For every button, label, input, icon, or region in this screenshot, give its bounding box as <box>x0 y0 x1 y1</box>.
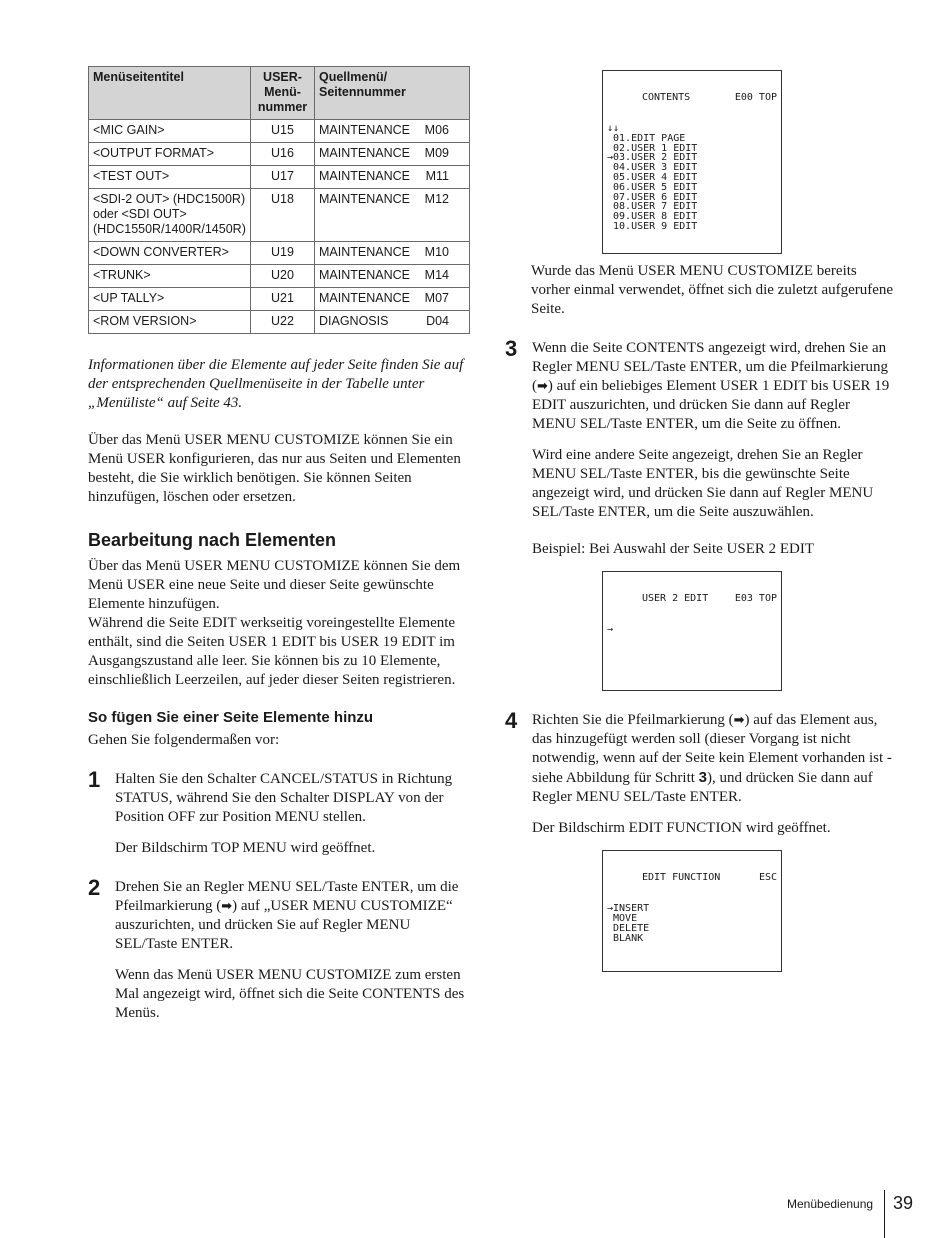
screen-title: CONTENTS <box>642 91 691 103</box>
table-row <box>89 189 470 242</box>
table-row <box>89 166 470 189</box>
contents-screen <box>602 70 782 254</box>
cell-source <box>315 311 470 334</box>
cell-source-menu: DIAGNOSIS <box>319 314 389 328</box>
screen-line: →INSERT <box>607 903 650 915</box>
edit-function-screen <box>602 850 782 972</box>
step-number: 4 <box>505 708 518 734</box>
left-column <box>88 66 473 1023</box>
screen-line: →03.USER 2 EDIT <box>607 152 698 164</box>
screen-line: → <box>607 624 614 636</box>
subsection-heading: So fügen Sie einer Seite Elemente hinzu <box>88 709 374 726</box>
screen-line: 02.USER 1 EDIT <box>607 142 698 154</box>
step-number: 3 <box>505 336 518 362</box>
cell-source-menu: MAINTENANCE <box>319 245 410 259</box>
screen-header <box>607 873 777 883</box>
screen-tag: E03 TOP <box>734 592 777 604</box>
example-text: Beispiel: Bei Auswahl der Seite USER 2 EDIT <box>532 541 815 558</box>
page-number: 39 <box>893 1193 914 1213</box>
cell-title: <ROM VERSION> <box>89 311 251 334</box>
cell-user-num: U17 <box>251 166 315 189</box>
cell-user-num: U20 <box>251 265 315 288</box>
screen-line: 06.USER 5 EDIT <box>607 181 698 193</box>
cell-user-num: U15 <box>251 120 315 143</box>
cell-source <box>315 143 470 166</box>
cell-source-menu: MAINTENANCE <box>319 169 410 183</box>
cell-source-page: M12 <box>424 192 449 206</box>
screen-line: 08.USER 7 EDIT <box>607 201 698 213</box>
step-3 <box>505 336 895 559</box>
step-result: Wird eine andere Seite angezeigt, drehen Sie an Regler MENU SEL/Taste ENTER, bis die gewünschte Seite angezeigt wird, und drücken Sie dann auf Regler MENU SEL/Taste ENTER, um die Seite auszuwählen. <box>532 447 874 521</box>
cell-source-menu: MAINTENANCE <box>319 192 410 206</box>
cell-title: <UP TALLY> <box>89 288 251 311</box>
screen-line: 01.EDIT PAGE <box>607 132 686 144</box>
screen-line: DELETE <box>607 922 650 934</box>
cell-user-num: U19 <box>251 242 315 265</box>
cell-source <box>315 189 470 242</box>
table-header-row <box>89 67 470 120</box>
cell-user-num: U18 <box>251 189 315 242</box>
header-title: Menüseitentitel <box>89 67 251 120</box>
cell-source-page: D04 <box>426 314 449 328</box>
intro-paragraph: Über das Menü USER MENU CUSTOMIZE können Sie ein Menü USER konfigurieren, das nur aus Seiten und Elementen besteht, die Sie wirklich benötigen. Sie können Seiten hinzufügen, löschen oder ersetzen. <box>88 432 461 505</box>
screen-line: ↓↓ <box>607 122 620 134</box>
cell-user-num: U21 <box>251 288 315 311</box>
screen-lines <box>607 124 777 232</box>
screen-tag: E00 TOP <box>734 91 777 103</box>
step-result: Der Bildschirm TOP MENU wird geöffnet. <box>115 840 376 856</box>
step-text: Drehen Sie an Regler MENU SEL/Taste ENTER, um die Pfeilmarkierung (➡) auf „USER MENU CUSTOMIZE“ auszurichten, und drücken Sie auf Regler MENU SEL/Taste ENTER. <box>115 879 459 952</box>
step-number: 1 <box>88 767 101 792</box>
subsection-body: Gehen Sie folgendermaßen vor: <box>88 732 280 748</box>
arrow-icon: ➡ <box>733 713 745 729</box>
cell-title: <DOWN CONVERTER> <box>89 242 251 265</box>
cell-source <box>315 166 470 189</box>
screen-line: 09.USER 8 EDIT <box>607 211 698 223</box>
cell-source-menu: MAINTENANCE <box>319 123 410 137</box>
cell-source-menu: MAINTENANCE <box>319 268 410 282</box>
screen-line: BLANK <box>607 932 644 944</box>
cell-source-menu: MAINTENANCE <box>319 291 410 305</box>
cell-source-page: M07 <box>424 291 449 305</box>
screen-lines <box>607 904 777 943</box>
footer-section: Menübedienung <box>787 1197 874 1211</box>
section-body-2: Während die Seite EDIT werkseitig voreingestellte Elemente enthält, sind die Seiten USER 1 EDIT bis USER 19 EDIT im Ausgangszustand alle leer. Sie können bis zu 10 Elemente, einschließlich Leerzeilen, auf jeder dieser Seiten registrieren. <box>88 615 456 688</box>
cell-source <box>315 265 470 288</box>
table-body <box>89 120 470 334</box>
step-result: Der Bildschirm EDIT FUNCTION wird geöffnet. <box>532 820 831 837</box>
arrow-icon: ➡ <box>537 379 548 395</box>
cell-title: <MIC GAIN> <box>89 120 251 143</box>
menu-table <box>88 66 470 334</box>
cell-user-num: U16 <box>251 143 315 166</box>
section-body-1: Über das Menü USER MENU CUSTOMIZE können Sie dem Menü USER eine neue Seite und dieser Seite gewünschte Elemente hinzufügen. <box>88 558 461 612</box>
step-1 <box>88 767 473 858</box>
screen1-caption: Wurde das Menü USER MENU CUSTOMIZE bereits vorher einmal verwendet, öffnet sich die zuletzt aufgerufene Seite. <box>531 263 894 318</box>
step-number: 2 <box>88 875 101 900</box>
cell-title: <TEST OUT> <box>89 166 251 189</box>
footer-divider <box>884 1190 885 1238</box>
header-user-num: USER- Menü- nummer <box>251 67 315 120</box>
cell-source-page: M06 <box>424 123 449 137</box>
cell-source-menu: MAINTENANCE <box>319 146 410 160</box>
table-row <box>89 288 470 311</box>
cell-source-page: M11 <box>425 169 449 183</box>
screen-header <box>607 594 777 604</box>
header-source: Quellmenü/ Seitennummer <box>315 67 470 120</box>
cell-source-page: M09 <box>424 146 449 160</box>
screen-header <box>607 93 777 103</box>
cell-source-page: M14 <box>424 268 449 282</box>
step-text: Wenn die Seite CONTENTS angezeigt wird, drehen Sie an Regler MENU SEL/Taste ENTER, um die Pfeilmarkierung (➡) auf ein beliebiges Element USER 1 EDIT bis USER 19 EDIT auszurichten, und drücken Sie dann auf Regler MENU SEL/Taste ENTER, um die Seite zu öffnen. <box>532 340 890 433</box>
cell-source <box>315 242 470 265</box>
screen-line: 10.USER 9 EDIT <box>607 220 698 232</box>
screen-title: USER 2 EDIT <box>642 592 709 604</box>
cell-source <box>315 288 470 311</box>
screen-lines <box>607 625 777 635</box>
table-row <box>89 265 470 288</box>
cell-source <box>315 120 470 143</box>
table-row <box>89 120 470 143</box>
cell-user-num: U22 <box>251 311 315 334</box>
step-text: Richten Sie die Pfeilmarkierung (➡) auf das Element aus, das hinzugefügt werden soll (dieser Vorgang ist nicht notwendig, wenn auf der Seite kein Element vorhanden ist - siehe Abbildung für Schritt 3), und drücken Sie dann auf Regler MENU SEL/Taste ENTER. <box>532 712 892 806</box>
user-edit-screen <box>602 571 782 691</box>
screen-line: 07.USER 6 EDIT <box>607 191 698 203</box>
table-row <box>89 242 470 265</box>
section-heading: Bearbeitung nach Elementen <box>88 530 337 550</box>
step-2 <box>88 875 473 1023</box>
table-row <box>89 143 470 166</box>
step-4 <box>505 708 895 838</box>
screen-line: MOVE <box>607 913 638 925</box>
cell-source-page: M10 <box>424 245 449 259</box>
screen-line: 04.USER 3 EDIT <box>607 162 698 174</box>
table-row <box>89 311 470 334</box>
right-column <box>505 70 895 972</box>
step-result: Wenn das Menü USER MENU CUSTOMIZE zum ersten Mal angezeigt wird, öffnet sich die Seite CONTENTS des Menüs. <box>115 967 465 1021</box>
cell-title: <TRUNK> <box>89 265 251 288</box>
arrow-icon: ➡ <box>221 899 233 914</box>
step-text: Halten Sie den Schalter CANCEL/STATUS in Richtung STATUS, während Sie den Schalter DISPLAY von der Position OFF zur Position MENU stellen. <box>115 771 453 825</box>
screen-title: EDIT FUNCTION <box>642 871 721 883</box>
screen-tag: ESC <box>758 871 777 883</box>
table-note: Informationen über die Elemente auf jeder Seite finden Sie auf der entsprechenden Quellmenüseite in der Tabelle unter „Menüliste“ auf Seite 43. <box>88 357 464 411</box>
cell-title: <OUTPUT FORMAT> <box>89 143 251 166</box>
screen-line: 05.USER 4 EDIT <box>607 171 698 183</box>
cell-title: <SDI-2 OUT> (HDC1500R) oder <SDI OUT> (HDC1550R/1400R/1450R) <box>89 189 251 242</box>
